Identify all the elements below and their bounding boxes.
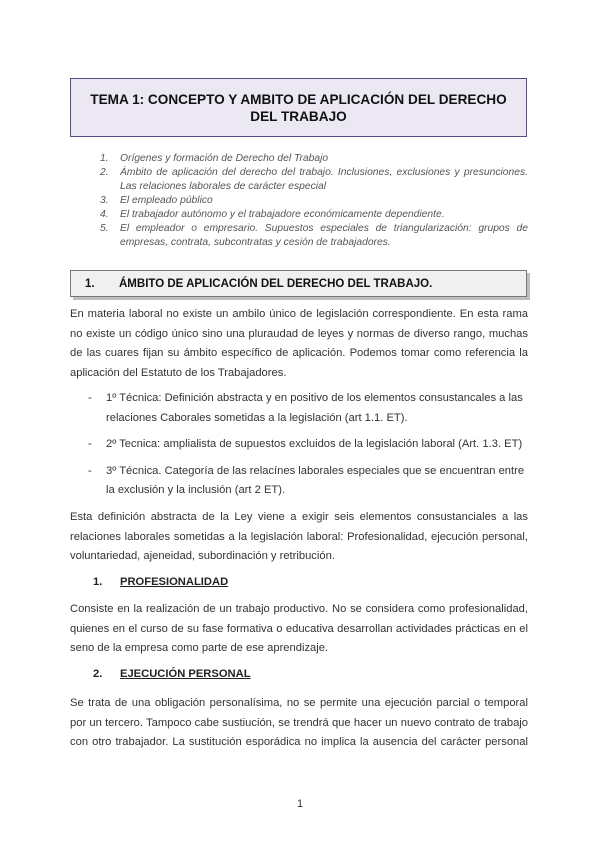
subsection-number: 1. <box>93 576 103 588</box>
list-item-text: 3º Técnica. Categoría de las relacínes laborales especiales que se encuentran entre la exclusión y la inclusión (art 2 ET). <box>106 464 525 496</box>
subsection-title: EJECUCIÓN PERSONAL <box>120 668 251 680</box>
profesionalidad-paragraph: Consiste en la realización de un trabajo productivo. No se considera como profesionalidad, quienes en el curso de su fase formativa o educativa desarrollan actividades prácticas en el seno de la empresa como parte de ese aprendizaje. <box>70 603 528 654</box>
toc-item <box>100 166 528 194</box>
section-title: ÁMBITO DE APLICACIÓN DEL DERECHO DEL TRABAJO. <box>119 277 433 290</box>
toc-item-number: 2. <box>100 167 109 178</box>
page-number: 1 <box>296 798 304 810</box>
toc-item-text: El trabajador autónomo y el trabajadore económicamente dependiente. <box>120 209 445 220</box>
toc-item-number: 5. <box>100 223 109 234</box>
toc-item <box>100 208 528 222</box>
toc-item-text: Orígenes y formación de Derecho del Trabajo <box>120 153 329 164</box>
list-item-text: 2º Tecnica: amplialista de supuestos excluidos de la legislación laboral (Art. 1.3. ET) <box>106 438 523 450</box>
subsection-heading-profesionalidad <box>93 576 228 588</box>
section-heading <box>70 270 527 297</box>
toc-item <box>100 152 528 166</box>
dash-marker: - <box>88 438 92 450</box>
list-item-text: 1º Técnica: Definición abstracta y en positivo de los elementos consustancales a las relaciones Caborales sometidas a la legislación (art 1.1. ET). <box>106 392 523 424</box>
toc-item-text: El empleador o empresario. Supuestos especiales de triangularización: grupos de empresas, contrata, subcontratas y cesión de trabajadores. <box>120 223 528 248</box>
ejecucion-paragraph: Se trata de una obligación personalísima, no se permite una ejecución parcial o temporal por un tercero. Tampoco cabe sustiución, se trendrá que hacer un nuevo contrato de trabajo con otro trabajador. La sustitución esporádica no implica la ausencia del carácter personal <box>70 697 528 748</box>
subsection-number: 2. <box>93 668 103 680</box>
technique-list <box>88 389 528 508</box>
toc-item-number: 4. <box>100 209 109 220</box>
list-item <box>88 435 528 455</box>
toc-item-text: Ámbito de aplicación del derecho del trabajo. Inclusiones, exclusiones y presunciones. Las relaciones laborales de carácter especial <box>120 167 528 192</box>
table-of-contents <box>100 152 528 250</box>
section-number: 1. <box>85 277 95 290</box>
toc-item-number: 3. <box>100 195 109 206</box>
toc-item-text: El empleado público <box>120 195 213 206</box>
document-title <box>70 78 527 137</box>
list-item <box>88 462 528 501</box>
document-title-text: TEMA 1: CONCEPTO Y AMBITO DE APLICACIÓN DEL DERECHO DEL TRABAJO <box>90 91 507 124</box>
list-item <box>88 389 528 428</box>
definition-paragraph: Esta definición abstracta de la Ley viene a exigir seis elementos consustanciales a las relaciones laborales sometidas a la legislación laboral: Profesionalidad, ejecución personal, voluntariedad, ajeneidad, subordinación y retribución. <box>70 511 528 562</box>
toc-item <box>100 194 528 208</box>
toc-item-number: 1. <box>100 153 109 164</box>
dash-marker: - <box>88 392 92 404</box>
dash-marker: - <box>88 464 92 477</box>
subsection-heading-ejecucion <box>93 668 251 680</box>
toc-item <box>100 222 528 250</box>
intro-paragraph: En materia laboral no existe un ambilo único de legislación correspondiente. En esta rama no existe un código único sino una pluraudad de leyes y normas de diverso rango, muchas de las cuares fijan su ámbito específico de aplicación. Podemos tomar como referencia la aplicación del Estatuto de los Trabajadores. <box>70 308 528 379</box>
subsection-title: PROFESIONALIDAD <box>120 576 229 588</box>
